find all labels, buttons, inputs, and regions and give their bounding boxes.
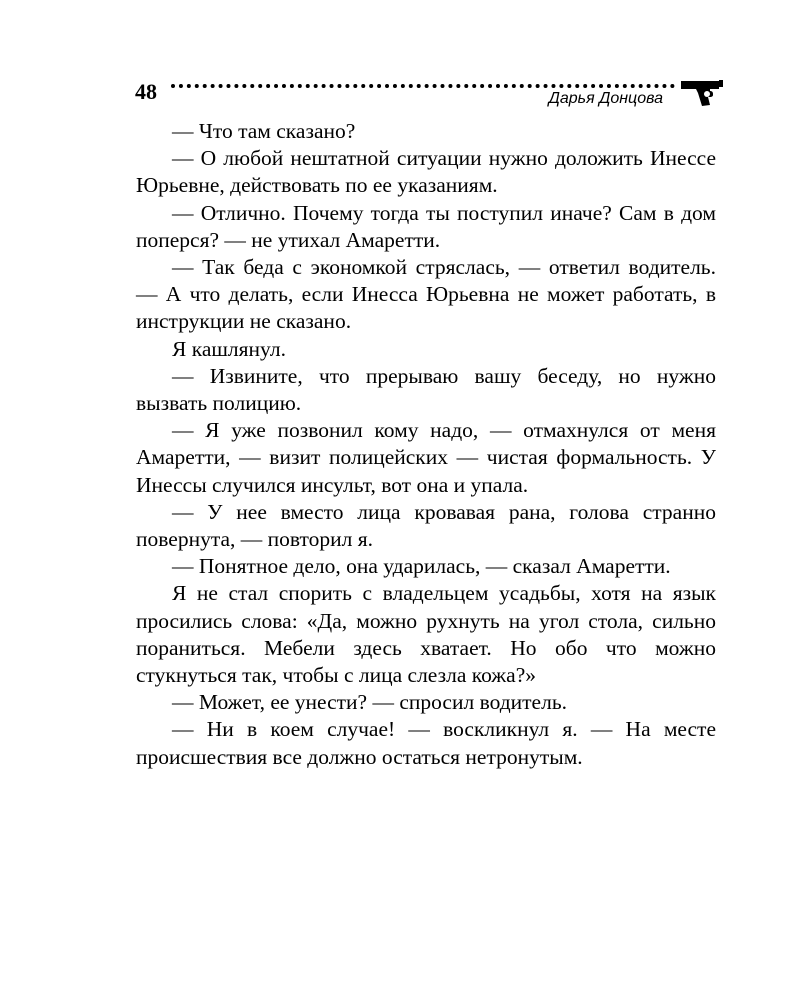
paragraph: Я не стал спорить с владельцем усадьбы, хотя на язык просились слова: «Да, можно рухнуть на угол стола, сильно пораниться. Мебели здесь хватает. Но обо что можно стукнуться так, чтобы с лица слезла кожа?» [136, 581, 716, 688]
paragraph: Я кашлянул. [172, 336, 286, 361]
paragraph: — О любой нештатной ситуации нужно доложить Инессе Юрьевне, действовать по ее указаниям. [136, 146, 716, 198]
paragraph: — Так беда с экономкой стряслась, — ответил водитель. — А что делать, если Инесса Юрьевна не может работать, в инструкции не сказано. [136, 255, 716, 334]
paragraph: — Понятное дело, она ударилась, — сказал Амаретти. [172, 554, 671, 579]
paragraph: — Ни в коем случае! — воскликнул я. — На месте происшествия все должно остаться нетронутым. [136, 717, 716, 769]
running-header [135, 78, 725, 112]
pistol-icon [679, 78, 725, 108]
dotted-rule [171, 84, 675, 88]
author-name: Дарья Донцова [548, 90, 663, 107]
paragraph: — Может, ее унести? — спросил водитель. [172, 690, 568, 715]
paragraph: — Извините, что прерываю вашу беседу, но нужно вызвать полицию. [136, 363, 716, 416]
paragraph: — Я уже позвонил кому надо, — отмахнулся от меня Амаретти, — визит полицейских — чистая формальность. У Инессы случился инсульт, вот она и упала. [136, 418, 716, 497]
paragraph: — У нее вместо лица кровавая рана, голова странно повернута, — повторил я. [136, 499, 716, 552]
paragraph: — Отлично. Почему тогда ты поступил иначе? Сам в дом поперся? — не утихал Амаретти. [136, 200, 716, 252]
body-text [136, 118, 716, 771]
page-number: 48 [135, 79, 157, 104]
paragraph: — Что там сказано? [172, 119, 356, 143]
